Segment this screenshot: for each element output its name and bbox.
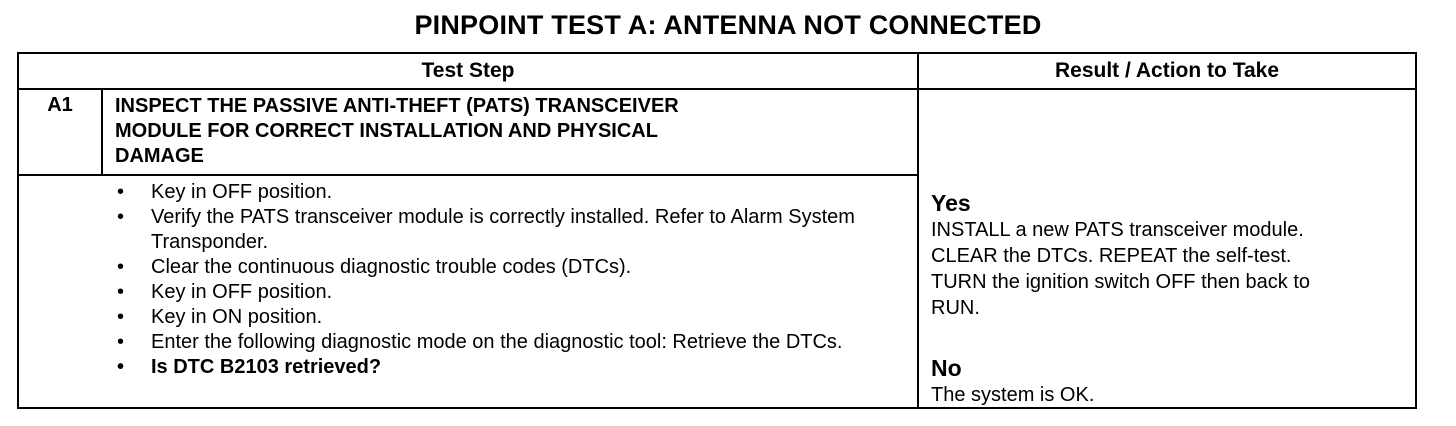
page-title: PINPOINT TEST A: ANTENNA NOT CONNECTED bbox=[414, 10, 1042, 40]
action-item: • Enter the following diagnostic mode on the diagnostic tool: Retrieve the DTCs. bbox=[113, 330, 903, 355]
action-question: • Is DTC B2103 retrieved? bbox=[113, 355, 903, 380]
header-divider bbox=[19, 88, 1415, 90]
action-item: • Key in OFF position. bbox=[113, 180, 903, 205]
yes-label: Yes bbox=[931, 190, 971, 216]
no-action-text: The system is OK. bbox=[931, 384, 1095, 406]
step-title bbox=[115, 94, 895, 169]
step-title-text: INSPECT THE PASSIVE ANTI-THEFT (PATS) TRANSCEIVER MODULE FOR CORRECT INSTALLATION AND PHYSICAL DAMAGE bbox=[115, 95, 679, 167]
action-item: • Key in OFF position. bbox=[113, 280, 903, 305]
pinpoint-test-table bbox=[17, 52, 1417, 409]
step-id-divider bbox=[101, 90, 103, 174]
result-column bbox=[931, 190, 1417, 408]
action-item: • Clear the continuous diagnostic trouble codes (DTCs). bbox=[113, 255, 903, 280]
header-result-action: Result / Action to Take bbox=[1054, 59, 1280, 82]
column-divider bbox=[917, 54, 919, 407]
no-label: No bbox=[931, 355, 962, 381]
yes-action-text: INSTALL a new PATS transceiver module. CLEAR the DTCs. REPEAT the self-test. TURN the ignition switch OFF then back to RUN. bbox=[931, 219, 1311, 319]
step-title-divider bbox=[19, 174, 917, 176]
header-test-step: Test Step bbox=[421, 59, 515, 82]
action-item: • Key in ON position. bbox=[113, 305, 903, 330]
action-item: • Verify the PATS transceiver module is correctly installed. Refer to Alarm System Transponder. bbox=[113, 205, 903, 255]
step-actions-list bbox=[113, 180, 903, 380]
step-id: A1 bbox=[47, 94, 73, 116]
